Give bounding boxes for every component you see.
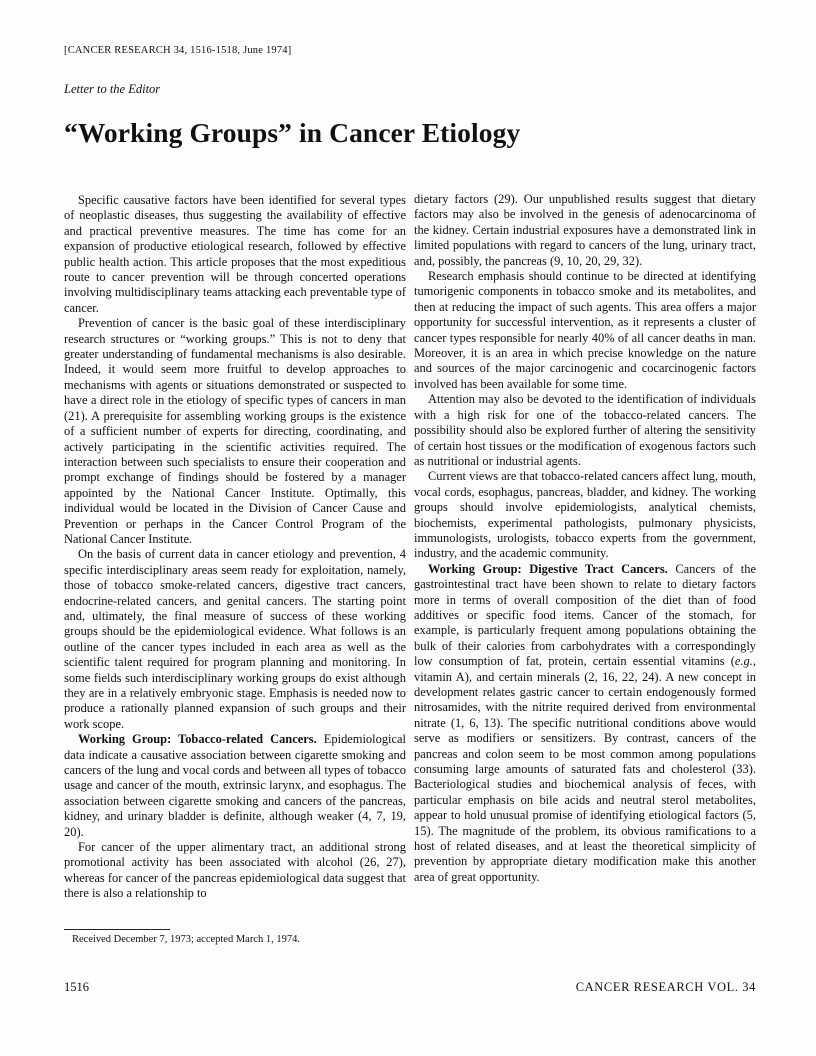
section-heading-tobacco: Working Group: Tobacco-related Cancers. [78, 732, 317, 747]
paragraph: dietary factors (29). Our unpublished results suggest that dietary factors may also be involved in the genesis of adenocarcinoma of the kidney. Certain industrial exposures have a demonstrated link in limited populations with regard to cancers of the lung, urinary tract, and, possibly, the pancreas (9, 10, 20, 29, 32). [414, 192, 756, 268]
left-column [64, 193, 406, 902]
paragraph: Prevention of cancer is the basic goal of these interdisciplinary research structures or “working groups.” This is not to deny that greater understanding of fundamental mechanisms is also desirable. Indeed, it would seem more fruitful to develop approaches to mechanisms with agents or situations demonstrated or suspected to have a direct role in the etiology of specific types of cancers in man (21). A prerequisite for assembling working groups is the existence of a sufficient number of experts for directing, coordinating, and actively participating in the scientific activities required. The interaction between such specialists to ensure their cooperation and prompt exchange of findings should be fostered by a manager appointed by the National Cancer Institute. Optimally, this individual would be located in the Division of Cancer Cause and Prevention or perhaps in the Cancer Control Program of the National Cancer Institute. [64, 316, 406, 546]
journal-citation: [CANCER RESEARCH 34, 1516-1518, June 1974] [64, 45, 292, 56]
paragraph: Attention may also be devoted to the identification of individuals with a high risk for one of the tobacco-related cancers. The possibility should also be explored further of altering the sensitivity of certain host tissues or the modification of exogenous factors such as nutritional or industrial agents. [414, 392, 756, 468]
paragraph-text: Epidemiological data indicate a causative association between cigarette smoking and cancers of the lung and vocal cords and between all types of tobacco usage and cancer of the mouth, extrinsic larynx, and esophagus. The association between cigarette smoking and cancers of the pancreas, kidney, and urinary bladder is definite, although weaker (4, 7, 19, 20). [64, 732, 406, 839]
running-footer: CANCER RESEARCH VOL. 34 [575, 980, 756, 994]
paragraph: Current views are that tobacco-related cancers affect lung, mouth, vocal cords, esophagus, pancreas, bladder, and kidney. The working groups should involve epidemiologists, analytical chemists, biochemists, experimental pathologists, pulmonary physicists, immunologists, urologists, tobacco experts from the government, industry, and the academic community. [414, 469, 756, 561]
paragraph: Research emphasis should continue to be directed at identifying tumorigenic components in tobacco smoke and its metabolites, and then at reducing the impact of such agents. This area offers a major opportunity for successful intervention, as it represents a cluster of cancer types responsible for nearly 40% of all cancer deaths in man. Moreover, it is an area in which precise knowledge on the nature and sources of the major carcinogenic and cocarcinogenic factors involved has been available for some time. [414, 269, 756, 391]
paragraph: Specific causative factors have been identified for several types of neoplastic diseases, thus suggesting the availability of effective and practical preventive measures. The time has come for an expansion of productive etiological research, followed by effective public health action. This article proposes that the most expeditious route to cancer prevention will be through concerted operations involving multidisciplinary teams attacking each preventable type of cancer. [64, 193, 406, 315]
italic-text: e.g., [734, 654, 756, 669]
paragraph [414, 562, 756, 886]
footnote-rule [64, 929, 170, 930]
page-number: 1516 [64, 980, 89, 994]
paragraph-text: Cancers of the gastrointestinal tract have been shown to relate to dietary factors more in terms of overall composition of the diet than of food additives or specific food items. Cancer of the stomach, for example, is particularly frequent among populations obtaining the bulk of their calories from carbohydrates with a correspondingly low consumption of fat, protein, certain essential vitamins ( [414, 561, 756, 669]
right-column [414, 192, 756, 885]
received-footnote: Received December 7, 1973; accepted March 1, 1974. [72, 934, 300, 945]
section-heading-digestive: Working Group: Digestive Tract Cancers. [428, 561, 668, 576]
paragraph-text: vitamin A), and certain minerals (2, 16, 22, 24). A new concept in development relates gastric cancer to certain endogenously formed nitrosamides, with the nitrite required derived from environmental nitrate (1, 6, 13). The specific nutritional conditions above would serve as modifiers or sensitizers. By contrast, cancers of the pancreas and colon seem to be most common among populations consuming large amounts of saturated fats and cholesterol (33). Bacteriological studies and biochemical analysis of feces, with particular emphasis on bile acids and neutral sterol metabolites, appear to hold unusual promise of identifying etiological factors (5, 15). The magnitude of the problem, its obvious ramifications to a host of related diseases, and at least the theoretical simplicity of prevention by appropriate dietary modification make this another area of great opportunity. [414, 669, 756, 884]
paragraph [64, 732, 406, 840]
paragraph: On the basis of current data in cancer etiology and prevention, 4 specific interdisciplinary areas seem ready for exploitation, namely, those of tobacco smoke-related cancers, digestive tract cancers, endocrine-related cancers, and genital cancers. The starting point and, ultimately, the final measure of success of these working groups should be the epidemiological evidence. What follows is an outline of the cancer types included in each area as well as the scientific talent required for program planning and monitoring. In some fields such interdisciplinary working groups do exist although they are in a relatively embryonic stage. Emphasis is needed now to produce a rationally planned expansion of such groups and their work scope. [64, 547, 406, 731]
article-title: “Working Groups” in Cancer Etiology [64, 117, 521, 148]
paragraph: For cancer of the upper alimentary tract, an additional strong promotional activity has been associated with alcohol (26, 27), whereas for cancer of the pancreas epidemiological data suggest that there is also a relationship to [64, 840, 406, 901]
section-label: Letter to the Editor [64, 82, 161, 96]
